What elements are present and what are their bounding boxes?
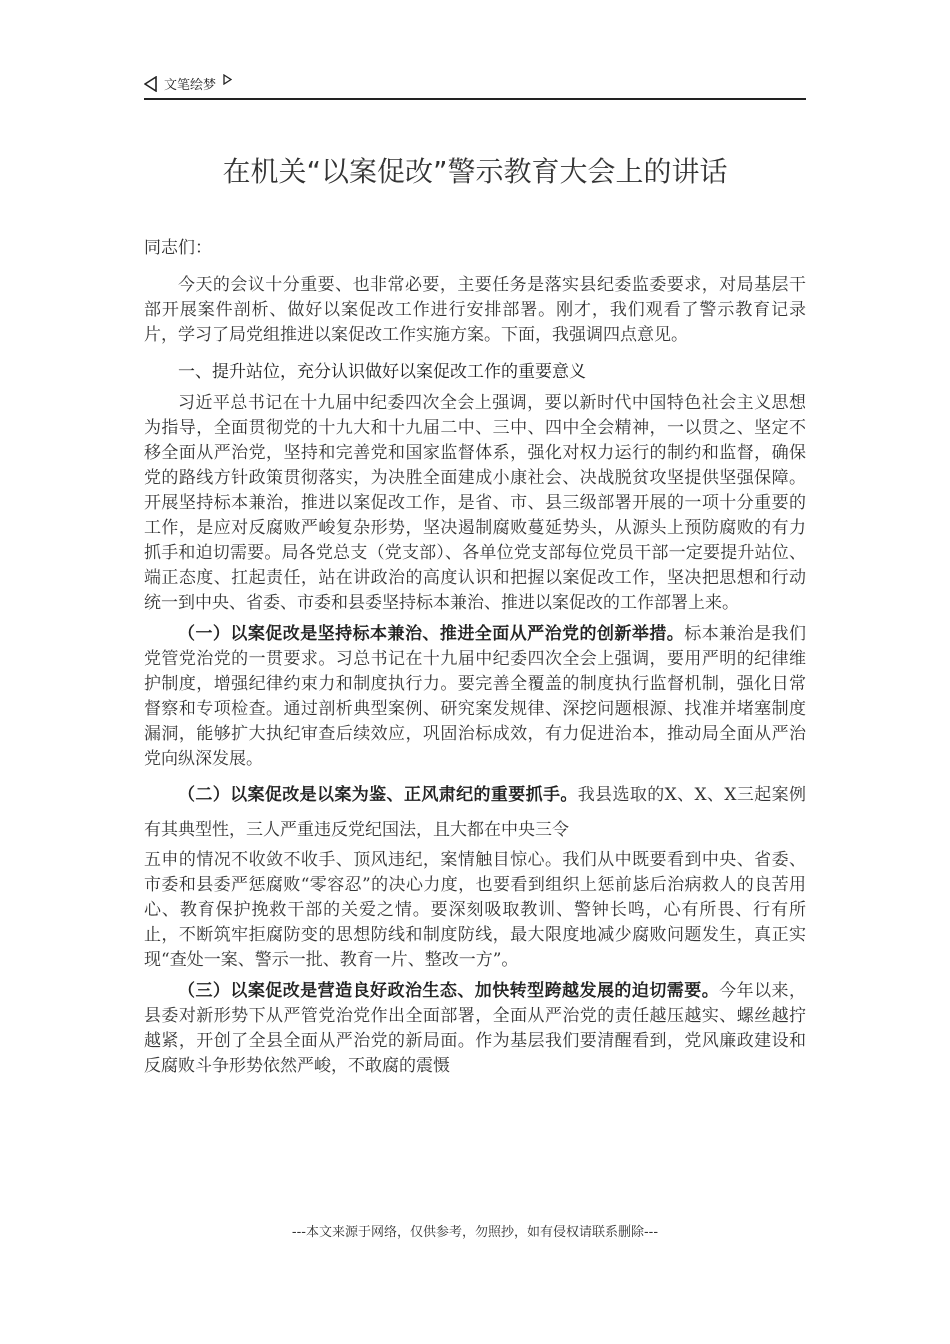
footer-disclaimer: ---本文来源于网络，仅供参考，勿照抄，如有侵权请联系删除--- bbox=[291, 1225, 659, 1240]
section-1-paragraph: 习近平总书记在十九届中纪委四次全会上强调，要以新时代中国特色社会主义思想为指导，全面贯彻党的十九大和十九届二中、三中、四中全会精神，一以贯之、坚定不移全面从严治党，坚持和完善党和国家监督体系，强化对权力运行的制约和监督，确保党的路线方针政策贯彻落实，为决胜全面建成小康社会、决战脱贫攻坚提供坚强保障。开展坚持标本兼治，推进以案促改工作，是省、市、县三级部署开展的一项十分重要的工作，是应对反腐败严峻复杂形势，坚决遏制腐败蔓延势头，从源头上预防腐败的有力抓手和迫切需要。局各党总支（党支部）、各单位党支部每位党员干部一定要提升站位、端正态度、扛起责任，站在讲政治的高度认识和把握以案促改工作，坚决把思想和行动统一到中央、省委、市委和县委坚持标本兼治、推进以案促改的工作部署上来。 bbox=[144, 393, 806, 613]
subsection-1-paragraph bbox=[144, 622, 806, 772]
brand-name: 文笔绘梦 bbox=[164, 78, 217, 93]
salutation: 同志们： bbox=[144, 238, 212, 258]
triangle-right-icon bbox=[223, 74, 232, 85]
page-header bbox=[144, 74, 806, 100]
subsection-2-lead: （二）以案促改是以案为鉴、正风肃纪的重要抓手。 bbox=[178, 785, 578, 805]
subsection-2-paragraph-b: 五申的情况不收敛不收手、顶风违纪，案情触目惊心。我们从中既要看到中央、省委、市委和县委严惩腐败“零容忍”的决心力度，也要看到组织上惩前毖后治病救人的良苦用心、教育保护挽救干部的关爱之情。要深刻吸取教训、警钟长鸣，心有所畏、行有所止，不断筑牢拒腐防变的思想防线和制度防线，最大限度地减少腐败问题发生，真正实现“查处一案、警示一批、教育一片、整改一方”。 bbox=[144, 850, 806, 970]
subsection-2-text-a: 我县选取的X、X、X三起案例有其典型性，三人严重违反党纪国法，且大都在中央三令 bbox=[144, 785, 806, 840]
intro-paragraph: 今天的会议十分重要、也非常必要，主要任务是落实县纪委监委要求，对局基层干部开展案件剖析、做好以案促改工作进行安排部署。刚才，我们观看了警示教育记录片，学习了局党组推进以案促改工作实施方案。下面，我强调四点意见。 bbox=[144, 275, 806, 345]
subsection-2-paragraph-a bbox=[144, 778, 806, 848]
subsection-1-text: 标本兼治是我们党管党治党的一贯要求。习总书记在十九届中纪委四次全会上强调，要用严明的纪律维护制度，增强纪律约束力和制度执行力。要完善全覆盖的制度执行监督机制，强化日常督察和专项检查。通过剖析典型案例、研究案发规律、深挖问题根源、找准并堵塞制度漏洞，能够扩大执纪审查后续效应，巩固治标成效，有力促进治本，推动局全面从严治党向纵深发展。 bbox=[144, 624, 807, 769]
subsection-1-lead: （一）以案促改是坚持标本兼治、推进全面从严治党的创新举措。 bbox=[178, 624, 685, 644]
triangle-left-icon bbox=[144, 76, 157, 92]
brand bbox=[144, 74, 232, 93]
document-title: 在机关“以案促改”警示教育大会上的讲话 bbox=[222, 155, 728, 188]
subsection-3-lead: （三）以案促改是营造良好政治生态、加快转型跨越发展的迫切需要。 bbox=[178, 981, 720, 1001]
subsection-3-paragraph bbox=[144, 979, 806, 1079]
section-heading-1: 一、提升站位，充分认识做好以案促改工作的重要意义 bbox=[178, 362, 586, 382]
document-body bbox=[144, 236, 806, 1079]
subsection-3-text: 今年以来，县委对新形势下从严管党治党作出全面部署，全面从严治党的责任越压越实、螺丝越拧越紧，开创了全县全面从严治党的新局面。作为基层我们要清醒看到，党风廉政建设和反腐败斗争形势依然严峻，不敢腐的震慑 bbox=[144, 981, 807, 1076]
